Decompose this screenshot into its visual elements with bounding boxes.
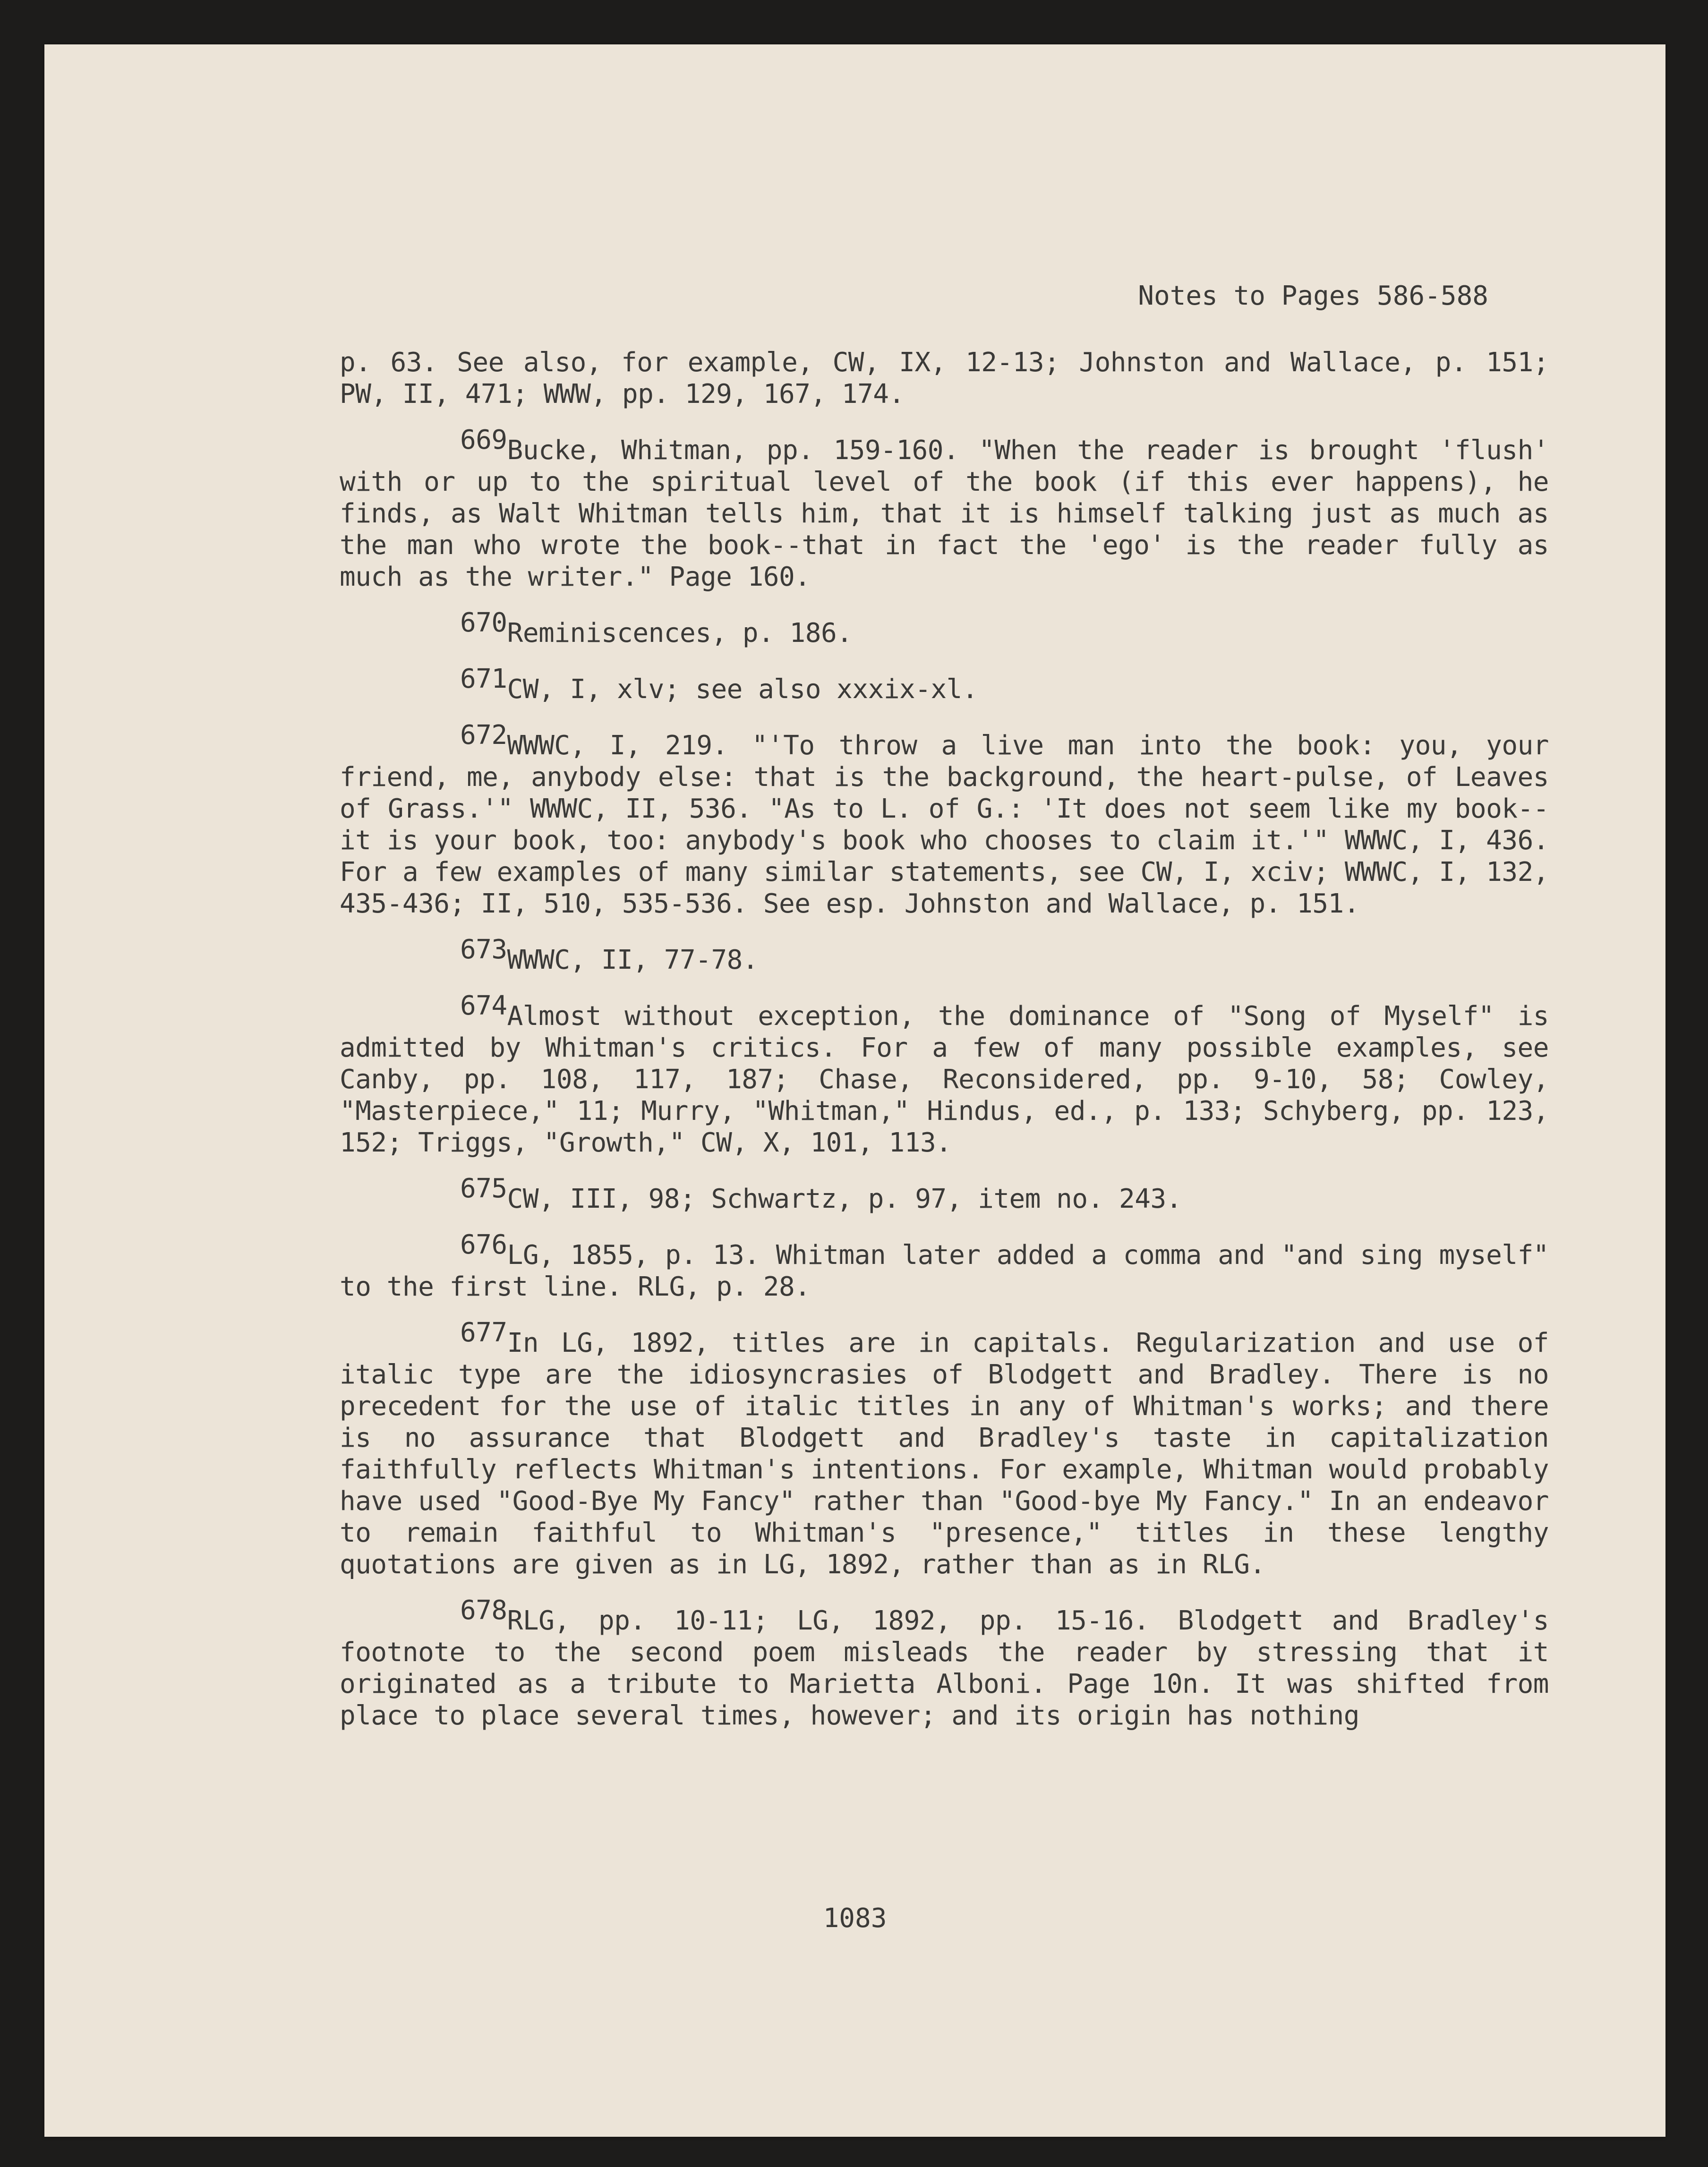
note-text: CW, III, 98; Schwartz, p. 97, item no. 243. [507, 1184, 1182, 1214]
note-paragraph: 672WWWC, I, 219. "'To throw a live man into the book: you, your friend, me, anybody else: that is the background, the heart-pulse, of Leaves of Grass.'" WWWC, II, 536. "As to L. of G.: 'It does not seem like my book--it is your book, too: anybody's book who chooses to claim it.'" WWWC, I, 436. For a few examples of many similar statements, see CW, I, xciv; WWWC, I, 132, 435-436; II, 510, 535-536. See esp. Johnston and Wallace, p. 151. [340, 720, 1549, 919]
note-text: p. 63. See also, for example, CW, IX, 12-13; Johnston and Wallace, p. 151; PW, II, 471; WWW, pp. 129, 167, 174. [340, 347, 1549, 410]
note-paragraph: 676LG, 1855, p. 13. Whitman later added a comma and "and sing myself" to the first line. RLG, p. 28. [340, 1229, 1549, 1302]
note-paragraph: 671CW, I, xlv; see also xxxix-xl. [460, 664, 978, 705]
note-paragraph: 678RLG, pp. 10-11; LG, 1892, pp. 15-16. Blodgett and Bradley's footnote to the second poem misleads the reader by stressing that it originated as a tribute to Marietta Alboni. Page 10n. It was shifted from place to place several times, however; and its origin has nothing [340, 1595, 1549, 1731]
note-text: WWWC, I, 219. "'To throw a live man into the book: you, your friend, me, anybody else: that is the background, the heart-pulse, of Leaves of Grass.'" WWWC, II, 536. "As to L. of G.: 'It does not seem like my book--it is your book, too: anybody's book who chooses to claim it.'" WWWC, I, 436. For a few examples of many similar statements, see CW, I, xciv; WWWC, I, 132, 435-436; II, 510, 535-536. See esp. Johnston and Wallace, p. 151. [340, 730, 1549, 919]
note-text: In LG, 1892, titles are in capitals. Regularization and use of italic type are the idiosyncrasies of Blodgett and Bradley. There is no precedent for the use of italic titles in any of Whitman's works; and there is no assurance that Blodgett and Bradley's taste in capitalization faithfully reflects Whitman's intentions. For example, Whitman would probably have used "Good-Bye My Fancy" rather than "Good-bye My Fancy." In an endeavor to remain faithful to Whitman's "presence," titles in these lengthy quotations are given as in LG, 1892, rather than as in RLG. [340, 1328, 1549, 1580]
notes-body [340, 347, 1549, 1756]
note-paragraph: 674Almost without exception, the dominance of "Song of Myself" is admitted by Whitman's critics. For a few of many possible examples, see Canby, pp. 108, 117, 187; Chase, Reconsidered, pp. 9-10, 58; Cowley, "Masterpiece," 11; Murry, "Whitman," Hindus, ed., p. 133; Schyberg, pp. 123, 152; Triggs, "Growth," CW, X, 101, 113. [340, 990, 1549, 1158]
note-paragraph: 677In LG, 1892, titles are in capitals. Regularization and use of italic type are the idiosyncrasies of Blodgett and Bradley. There is no precedent for the use of italic titles in any of Whitman's works; and there is no assurance that Blodgett and Bradley's taste in capitalization faithfully reflects Whitman's intentions. For example, Whitman would probably have used "Good-Bye My Fancy" rather than "Good-bye My Fancy." In an endeavor to remain faithful to Whitman's "presence," titles in these lengthy quotations are given as in LG, 1892, rather than as in RLG. [340, 1317, 1549, 1580]
note-text: Almost without exception, the dominance of "Song of Myself" is admitted by Whitman's critics. For a few of many possible examples, see Canby, pp. 108, 117, 187; Chase, Reconsidered, pp. 9-10, 58; Cowley, "Masterpiece," 11; Murry, "Whitman," Hindus, ed., p. 133; Schyberg, pp. 123, 152; Triggs, "Growth," CW, X, 101, 113. [340, 1001, 1549, 1158]
page-number: 1083 [823, 1903, 887, 1934]
note-paragraph [340, 347, 1549, 410]
note-text: CW, I, xlv; see also xxxix-xl. [507, 674, 978, 705]
note-text: Bucke, Whitman, pp. 159-160. "When the reader is brought 'flush' with or up to the spiritual level of the book (if this ever happens), he finds, as Walt Whitman tells him, that it is himself talking just as much as the man who wrote the book--that in fact the 'ego' is the reader fully as much as the writer." Page 160. [340, 435, 1549, 592]
note-text: RLG, pp. 10-11; LG, 1892, pp. 15-16. Blodgett and Bradley's footnote to the second poem misleads the reader by stressing that it originated as a tribute to Marietta Alboni. Page 10n. It was shifted from place to place several times, however; and its origin has nothing [340, 1605, 1549, 1731]
note-text: LG, 1855, p. 13. Whitman later added a comma and "and sing myself" to the first line. RLG, p. 28. [340, 1240, 1549, 1302]
document-page [44, 44, 1665, 2137]
note-text: Reminiscences, p. 186. [507, 618, 853, 648]
note-text: WWWC, II, 77-78. [507, 945, 759, 975]
note-paragraph: 670Reminiscences, p. 186. [460, 607, 853, 648]
note-paragraph: 675CW, III, 98; Schwartz, p. 97, item no. 243. [460, 1173, 1182, 1214]
page-header: Notes to Pages 586-588 [1138, 281, 1488, 311]
note-paragraph: 673WWWC, II, 77-78. [460, 934, 759, 975]
note-paragraph: 669Bucke, Whitman, pp. 159-160. "When the reader is brought 'flush' with or up to the spiritual level of the book (if this ever happens), he finds, as Walt Whitman tells him, that it is himself talking just as much as the man who wrote the book--that in fact the 'ego' is the reader fully as much as the writer." Page 160. [340, 425, 1549, 592]
